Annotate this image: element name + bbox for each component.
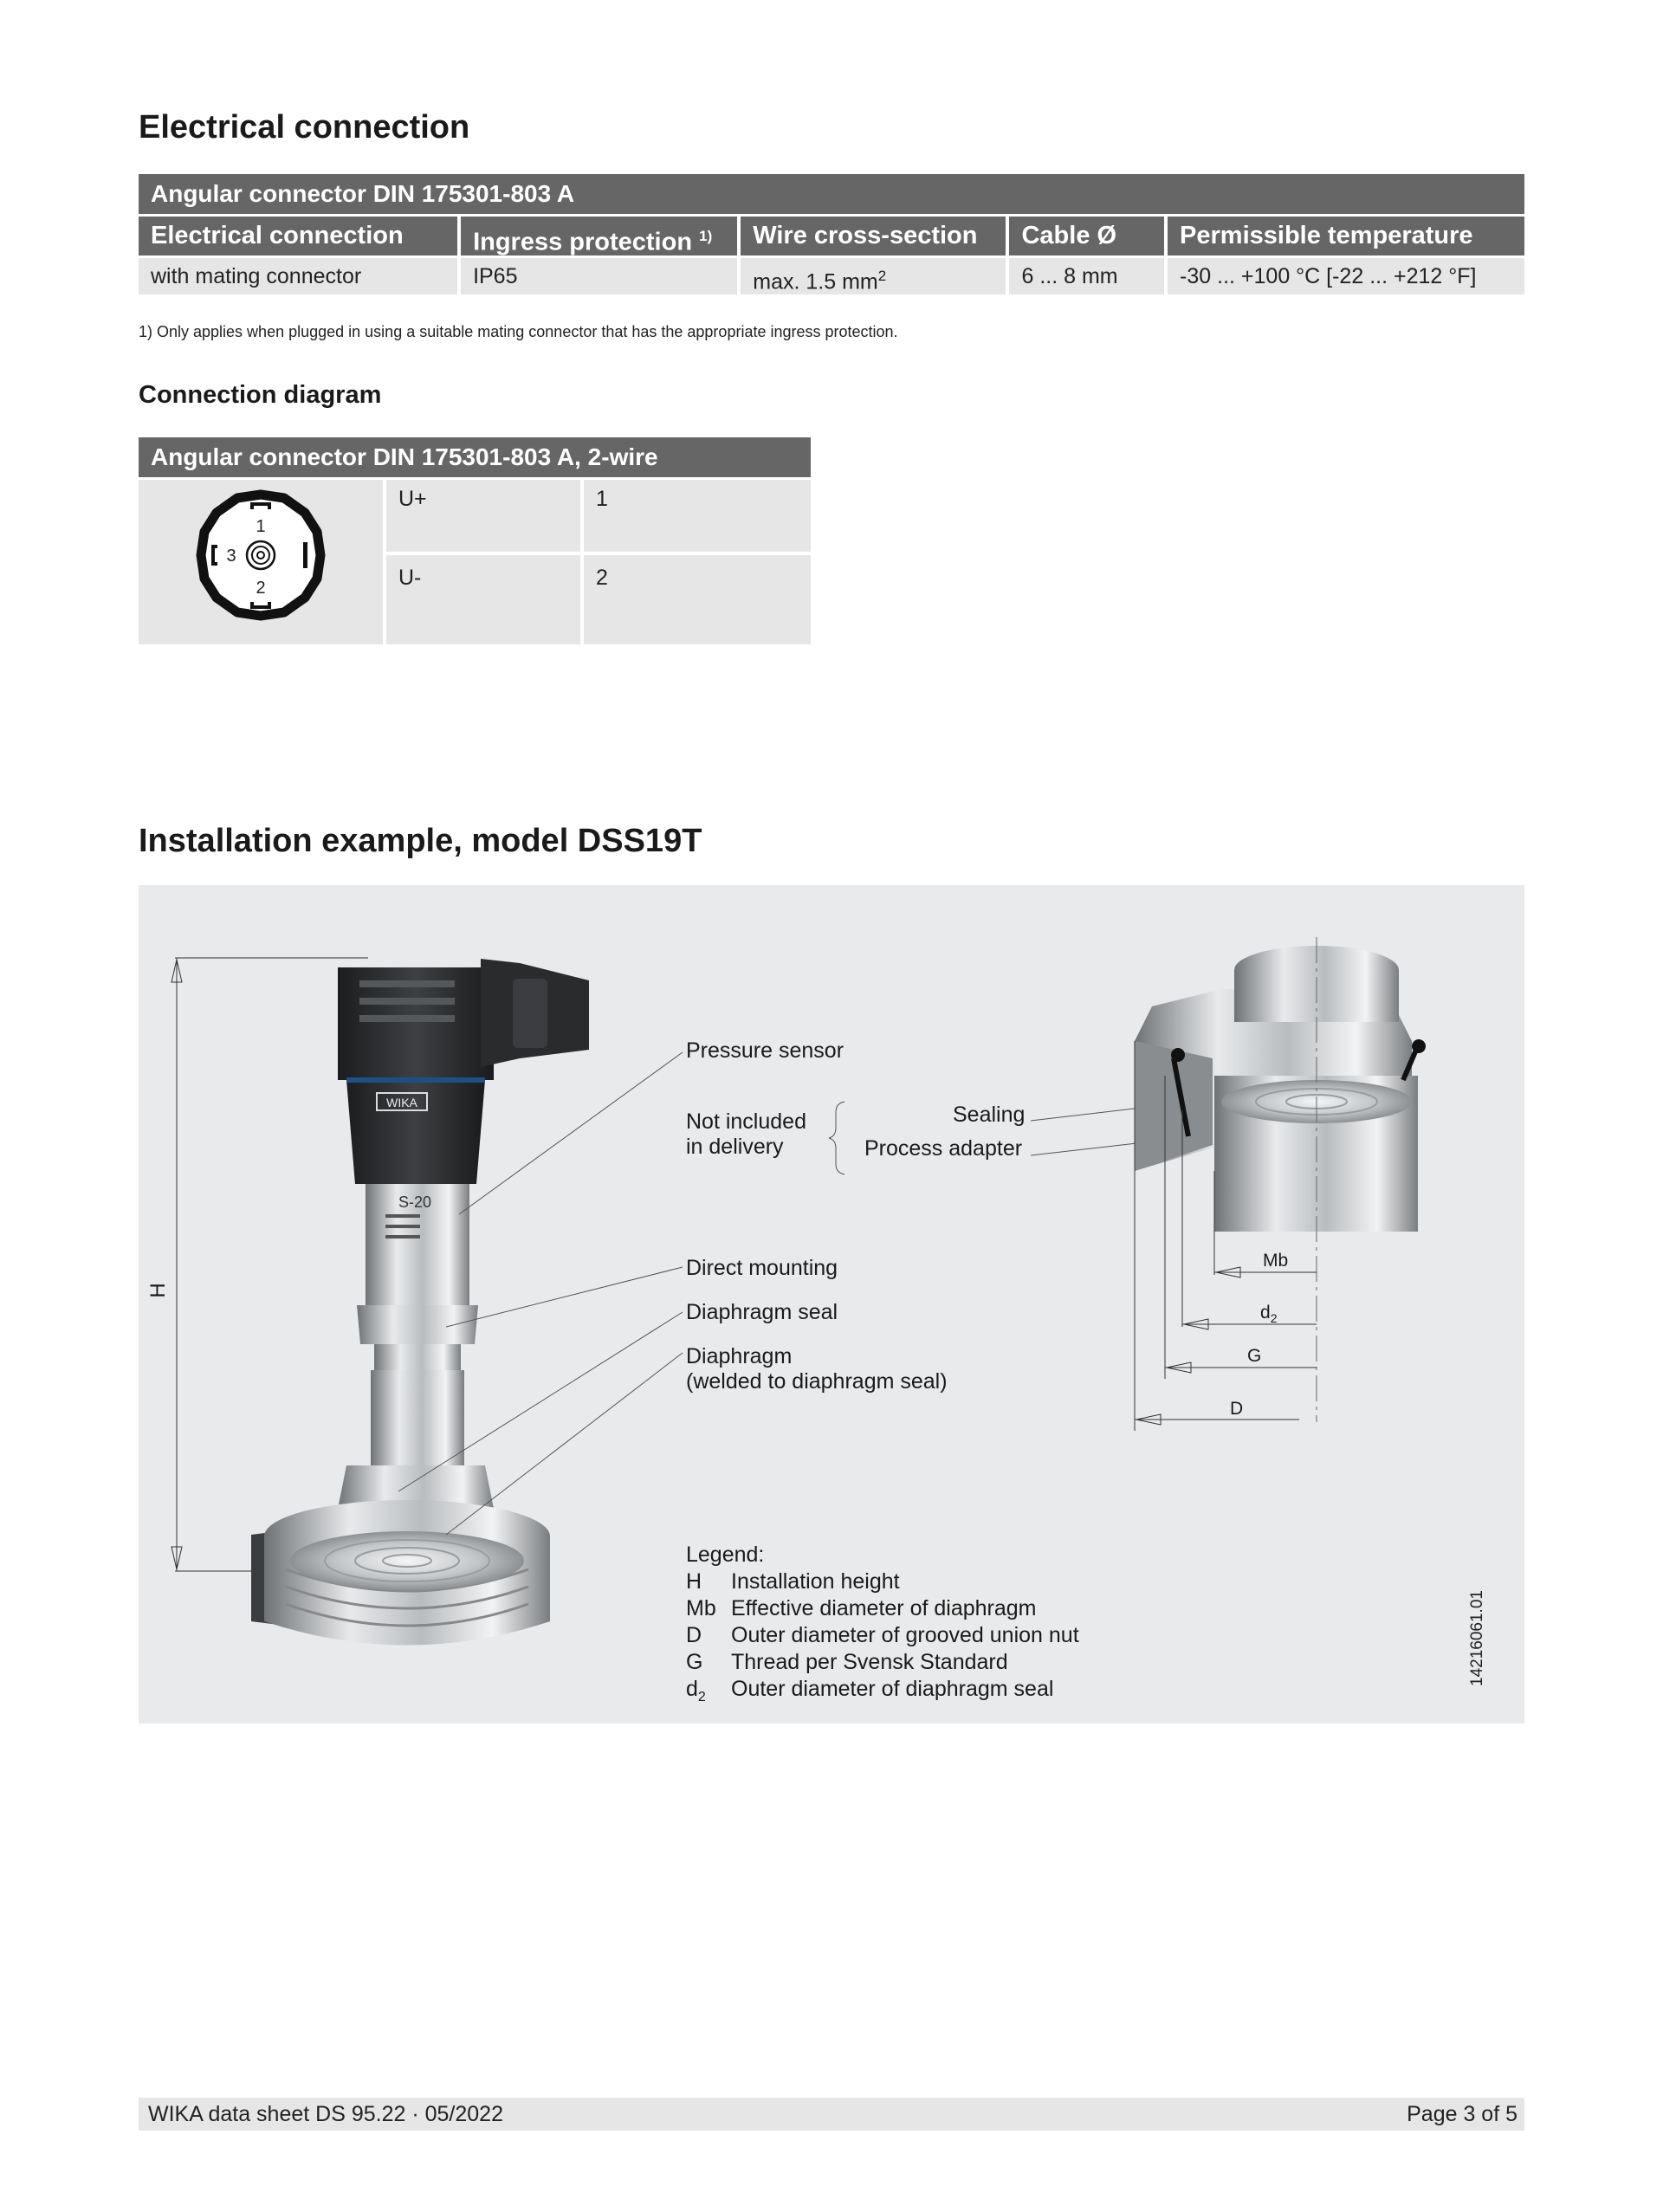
- cell-ingress-protection: IP65: [461, 258, 737, 294]
- dimension-label-h: H: [146, 1283, 170, 1298]
- footnote: 1) Only applies when plugged in using a suitable mating connector that has the appropriate ingress protection.: [139, 323, 898, 340]
- footer-page-number: Page 3 of 5: [1407, 2102, 1517, 2126]
- label-diaphragm-seal: Diaphragm seal: [686, 1300, 838, 1324]
- brand-label: WIKA: [386, 1096, 417, 1109]
- header-electrical-connection: Electrical connection: [139, 217, 457, 255]
- footnote-marker: 1): [699, 228, 713, 244]
- section-title-installation: Installation example, model DSS19T: [139, 823, 702, 859]
- table-header-row: [139, 217, 1524, 255]
- connector-pinout-diagram: [139, 480, 383, 644]
- model-label: S-20: [398, 1193, 432, 1211]
- dimension-h: [146, 958, 368, 1571]
- header-cable: Cable Ø: [1009, 217, 1164, 255]
- header-temperature: Permissible temperature: [1168, 217, 1524, 255]
- process-adapter-image: [1135, 937, 1426, 1422]
- pin-label-1: 1: [256, 517, 266, 536]
- document-number: 14216061.01: [1468, 1590, 1486, 1686]
- label-sealing: Sealing: [953, 1103, 1026, 1127]
- pin-cell-1: 1: [584, 480, 811, 552]
- pin-label-3: 3: [226, 547, 236, 566]
- pin-label-2: 2: [256, 579, 266, 598]
- legend-item: H Installation height: [686, 1569, 900, 1594]
- connection-diagram-table: [139, 437, 811, 644]
- dimension-label-g: G: [1247, 1346, 1262, 1366]
- legend-item: G Thread per Svensk Standard: [686, 1650, 1008, 1674]
- legend-title: Legend:: [686, 1543, 765, 1567]
- page-footer: [139, 2098, 1524, 2131]
- table-title: Angular connector DIN 175301-803 A: [139, 174, 1524, 214]
- legend-item: D Outer diameter of grooved union nut: [686, 1623, 1079, 1647]
- signal-cell-u-minus: U-: [386, 555, 580, 644]
- section-title-electrical: Electrical connection: [139, 109, 470, 146]
- header-wire-cross-section: Wire cross-section: [741, 217, 1006, 255]
- cell-temperature: -30 ... +100 °C [-22 ... +212 °F]: [1168, 258, 1524, 294]
- section-title-connection-diagram: Connection diagram: [139, 381, 382, 409]
- legend-item: Mb Effective diameter of diaphragm: [686, 1596, 1037, 1620]
- table-row: [139, 258, 1524, 294]
- table-title: Angular connector DIN 175301-803 A, 2-wire: [139, 437, 811, 477]
- installation-figure: [139, 885, 1524, 1724]
- cell-wire-cross-section: max. 1.5 $mm^2$: [741, 258, 1006, 294]
- pressure-sensor-image: [251, 959, 589, 1646]
- label-direct-mounting: Direct mounting: [686, 1256, 838, 1280]
- label-diaphragm-1: Diaphragm: [686, 1344, 793, 1368]
- label-diaphragm-2: (welded to diaphragm seal): [686, 1369, 948, 1394]
- legend: [686, 1542, 1079, 1711]
- cell-cable: 6 ... 8 mm: [1009, 258, 1164, 294]
- label-process-adapter: Process adapter: [864, 1136, 1023, 1161]
- label-not-included-2: in delivery: [686, 1135, 784, 1159]
- electrical-connection-table: [139, 174, 1524, 294]
- cell-electrical-connection: with mating connector: [139, 258, 457, 294]
- legend-item: $d_2$ Outer diameter of diaphragm seal: [686, 1677, 1054, 1704]
- label-not-included-1: Not included: [686, 1109, 806, 1134]
- dimension-label-d2: $d_2$: [1260, 1303, 1278, 1325]
- connector-icon: [139, 480, 383, 644]
- footer-datasheet: WIKA data sheet DS 95.22 · 05/2022: [148, 2102, 503, 2126]
- header-ingress-protection: Ingress protection $^{1)}$: [461, 217, 737, 255]
- label-pressure-sensor: Pressure sensor: [686, 1038, 844, 1063]
- dimension-label-d: D: [1230, 1399, 1244, 1419]
- signal-cell-u-plus: U+: [386, 480, 580, 552]
- pin-cell-2: 2: [584, 555, 811, 644]
- dimension-label-mb: Mb: [1263, 1251, 1289, 1271]
